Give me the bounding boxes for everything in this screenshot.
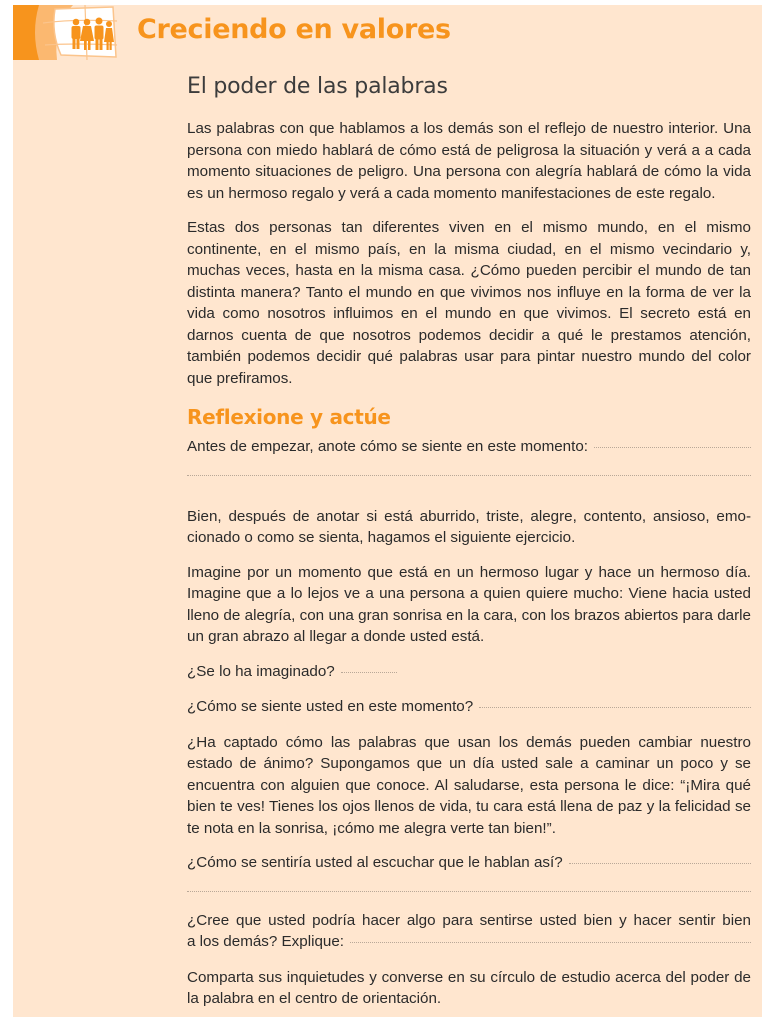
answer-field-1-continued[interactable]	[187, 474, 751, 476]
prompt-imagined	[187, 661, 751, 683]
answer-field-3[interactable]	[479, 706, 751, 708]
prompt-label: ¿Se lo ha imaginado?	[187, 662, 335, 680]
article-paragraph: Estas dos personas tan diferentes viven en el mismo mundo, en el mismo continente, en el mismo país, en la misma ciudad, en el mismo vecindario y, muchas veces, hasta en la misma casa. ¿Cómo pueden percibir el mundo de tan distinta manera? Tanto el mundo en que vivimos nos influye en la forma de ver la vida como nosotros influimos en el mundo en que vivimos. El secreto está en darnos cuenta de que nosotros podemos decidir a qué le prestamos atención, también podemos decidir qué palabras usar para pintar nuestro mundo del color que prefiramos.	[187, 219, 751, 387]
prompt-label: Antes de empezar, anote cómo se siente en este momento:	[187, 438, 589, 455]
reflection-paragraph: Bien, después de anotar si está aburrido, triste, alegre, contento, ansioso, emocionado o como se sienta, hagamos el siguiente ejercicio.	[187, 507, 751, 546]
prompt-feeling-now	[187, 436, 751, 458]
prompt-feeling-moment	[187, 696, 751, 718]
prompt-label: a los demás? Explique:	[187, 933, 345, 950]
people-globe-logo-icon	[13, 5, 123, 60]
answer-field-4[interactable]	[569, 862, 751, 864]
answer-field-5[interactable]	[350, 941, 751, 943]
prompt-label: ¿Cree que usted podría hacer algo para sentirse usted bien y hacer sentir bien	[187, 911, 751, 929]
answer-field-1[interactable]	[594, 446, 751, 448]
article-content	[187, 70, 751, 1023]
prompt-label: ¿Cómo se sentiría usted al escuchar que le hablan así?	[187, 854, 563, 871]
reflection-paragraph: Imagine por un momento que está en un hermoso lugar y hace un hermoso día. Imagine que a lo lejos ve a una persona a quien quiere mucho: Viene hacia usted lleno de alegría, con una gran sonrisa en la cara, con los brazos abiertos para darle un gran abrazo al llegar a donde usted está.	[187, 563, 751, 645]
closing-paragraph: Comparta sus inquietudes y converse en su círculo de estudio acerca del poder de la palabra en el centro de orientación.	[187, 968, 751, 1007]
prompt-label: ¿Cómo se siente usted en este momento?	[187, 698, 474, 715]
answer-field-2[interactable]	[341, 671, 397, 673]
brand-title: Creciendo en valores	[137, 14, 451, 45]
prompt-do-something	[187, 910, 751, 953]
article-paragraph: Las palabras con que hablamos a los demás son el reflejo de nuestro interior. Una persona con miedo hablará de cómo está de peligrosa la situación y verá a a cada momento situaciones de peligro. Una persona con alegría hablará de cómo la vida es un hermoso regalo y verá a cada momento manifestaciones de este regalo.	[187, 120, 751, 202]
prompt-how-would-feel	[187, 852, 751, 874]
article-title: El poder de las palabras	[187, 74, 448, 99]
section-title-reflection: Reflexione y actúe	[187, 405, 391, 429]
answer-field-4-continued[interactable]	[187, 890, 751, 892]
reflection-paragraph: ¿Ha captado cómo las palabras que usan los demás pueden cambiar nuestro estado de ánimo? Supongamos que un día usted sale a caminar un poco y se encuentra con alguien que conoce. Al saludarse, esta persona le dice: “¡Mira qué bien te ves! Tienes los ojos llenos de vida, tu cara está llena de paz y la felicidad se te nota en la sonrisa, ¡cómo me alegra verte tan bien!”.	[187, 733, 751, 837]
